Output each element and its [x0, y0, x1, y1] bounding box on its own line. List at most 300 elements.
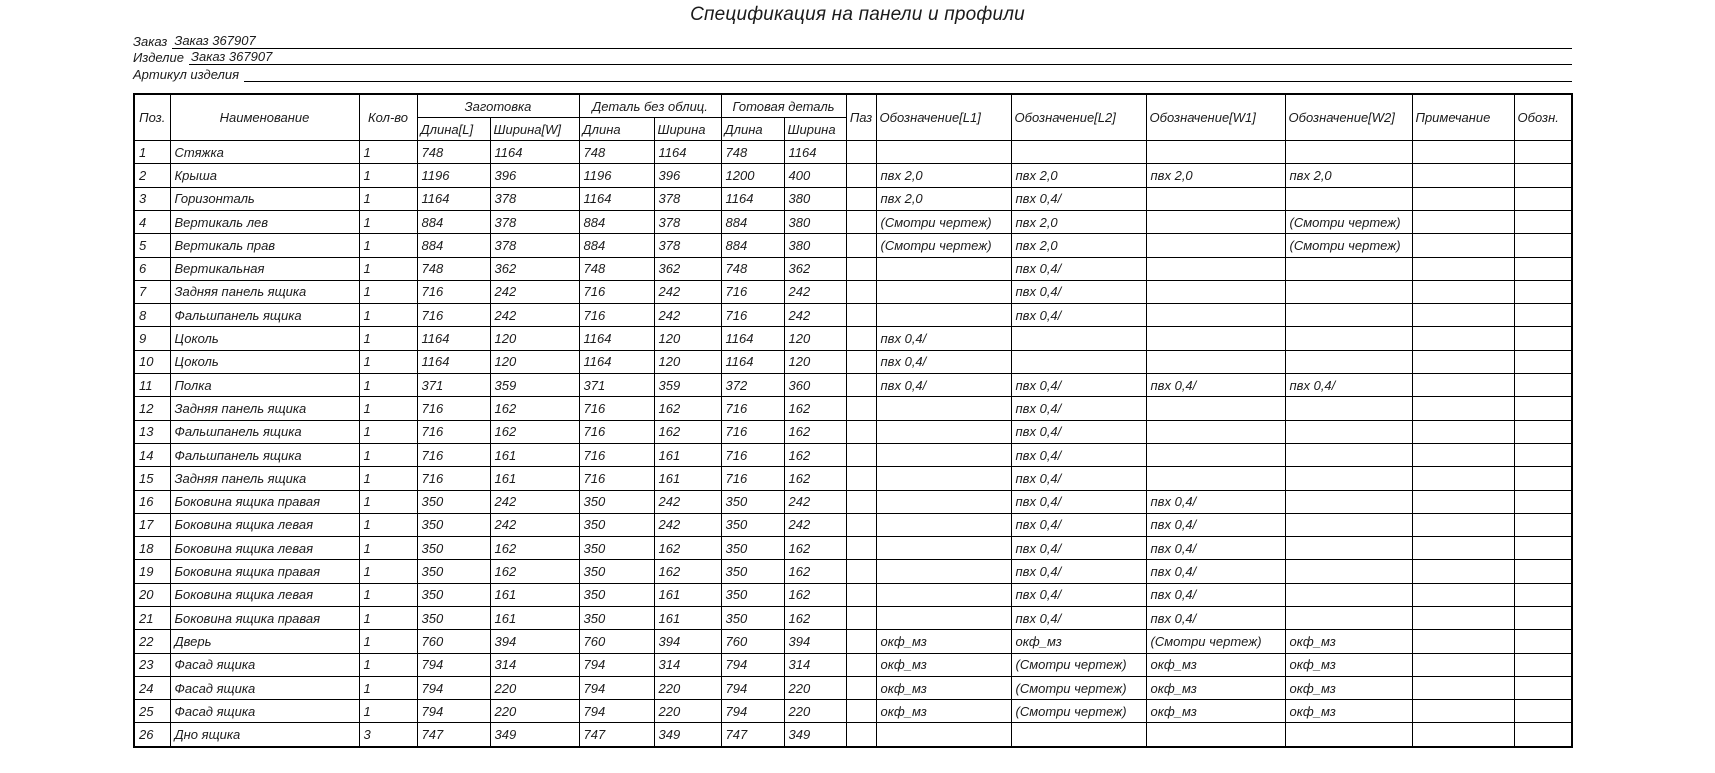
cell-paz — [846, 257, 876, 280]
cell-zag_shirina: 162 — [490, 397, 579, 420]
cell-det_shirina: 378 — [654, 234, 721, 257]
cell-zag_shirina: 242 — [490, 490, 579, 513]
cell-oboz_l2 — [1011, 350, 1146, 373]
cell-det_dlina: 884 — [579, 210, 654, 233]
cell-det_shirina: 162 — [654, 537, 721, 560]
table-row — [134, 141, 1572, 164]
cell-qty: 1 — [359, 513, 417, 536]
cell-det_shirina: 242 — [654, 280, 721, 303]
cell-got_dlina: 716 — [721, 443, 784, 466]
cell-zag_dlina: 716 — [417, 397, 490, 420]
cell-pos: 11 — [134, 374, 170, 397]
cell-pos: 21 — [134, 607, 170, 630]
cell-oboz — [1514, 700, 1572, 723]
table-row — [134, 537, 1572, 560]
cell-got_shirina: 220 — [784, 676, 846, 699]
cell-name: Задняя панель ящика — [170, 467, 359, 490]
cell-det_dlina: 371 — [579, 374, 654, 397]
cell-zag_shirina: 162 — [490, 420, 579, 443]
cell-oboz — [1514, 513, 1572, 536]
cell-oboz_w1 — [1146, 304, 1285, 327]
cell-oboz — [1514, 560, 1572, 583]
cell-pos: 3 — [134, 187, 170, 210]
cell-got_dlina: 794 — [721, 700, 784, 723]
cell-got_shirina: 162 — [784, 560, 846, 583]
cell-oboz — [1514, 397, 1572, 420]
cell-oboz_l1: пвх 0,4/ — [876, 374, 1011, 397]
cell-oboz — [1514, 443, 1572, 466]
cell-name: Фасад ящика — [170, 700, 359, 723]
field-article-value — [244, 81, 1572, 82]
cell-zag_dlina: 350 — [417, 490, 490, 513]
col-header-note: Примечание — [1412, 94, 1514, 141]
cell-zag_shirina: 220 — [490, 700, 579, 723]
cell-oboz — [1514, 607, 1572, 630]
cell-det_shirina: 161 — [654, 443, 721, 466]
cell-oboz_l1 — [876, 513, 1011, 536]
cell-pos: 1 — [134, 141, 170, 164]
cell-oboz_w1: пвх 0,4/ — [1146, 560, 1285, 583]
cell-paz — [846, 723, 876, 747]
cell-zag_dlina: 1164 — [417, 327, 490, 350]
cell-oboz — [1514, 187, 1572, 210]
cell-det_shirina: 362 — [654, 257, 721, 280]
cell-zag_shirina: 162 — [490, 560, 579, 583]
cell-det_dlina: 716 — [579, 443, 654, 466]
cell-name: Боковина ящика правая — [170, 560, 359, 583]
cell-det_dlina: 716 — [579, 467, 654, 490]
field-order — [133, 32, 1572, 49]
cell-got_dlina: 748 — [721, 257, 784, 280]
cell-name: Цоколь — [170, 350, 359, 373]
cell-oboz_w1: пвх 0,4/ — [1146, 607, 1285, 630]
cell-zag_shirina: 161 — [490, 443, 579, 466]
cell-det_shirina: 394 — [654, 630, 721, 653]
cell-oboz_w1 — [1146, 350, 1285, 373]
cell-oboz_w1 — [1146, 443, 1285, 466]
cell-got_dlina: 716 — [721, 304, 784, 327]
cell-note — [1412, 700, 1514, 723]
cell-zag_shirina: 314 — [490, 653, 579, 676]
cell-qty: 1 — [359, 397, 417, 420]
cell-pos: 22 — [134, 630, 170, 653]
cell-oboz_l2: пвх 0,4/ — [1011, 187, 1146, 210]
cell-oboz_l1 — [876, 304, 1011, 327]
cell-oboz — [1514, 630, 1572, 653]
table-row — [134, 327, 1572, 350]
cell-qty: 1 — [359, 141, 417, 164]
cell-got_dlina: 350 — [721, 490, 784, 513]
cell-name: Фальшпанель ящика — [170, 443, 359, 466]
table-row — [134, 164, 1572, 187]
cell-note — [1412, 676, 1514, 699]
cell-oboz_w2 — [1285, 513, 1412, 536]
cell-oboz_w1: пвх 0,4/ — [1146, 490, 1285, 513]
cell-det_shirina: 378 — [654, 187, 721, 210]
cell-got_dlina: 747 — [721, 723, 784, 747]
cell-det_dlina: 716 — [579, 304, 654, 327]
cell-oboz — [1514, 723, 1572, 747]
cell-qty: 1 — [359, 257, 417, 280]
cell-zag_shirina: 396 — [490, 164, 579, 187]
cell-det_dlina: 748 — [579, 141, 654, 164]
cell-oboz_l2: пвх 0,4/ — [1011, 607, 1146, 630]
cell-note — [1412, 490, 1514, 513]
cell-got_shirina: 242 — [784, 490, 846, 513]
cell-oboz — [1514, 280, 1572, 303]
cell-name: Вертикальная — [170, 257, 359, 280]
cell-note — [1412, 234, 1514, 257]
cell-pos: 13 — [134, 420, 170, 443]
cell-zag_dlina: 748 — [417, 141, 490, 164]
cell-zag_dlina: 1164 — [417, 350, 490, 373]
cell-note — [1412, 187, 1514, 210]
cell-det_shirina: 220 — [654, 676, 721, 699]
cell-det_shirina: 120 — [654, 327, 721, 350]
cell-zag_shirina: 162 — [490, 537, 579, 560]
cell-oboz_l1: окф_мз — [876, 676, 1011, 699]
cell-zag_shirina: 220 — [490, 676, 579, 699]
cell-note — [1412, 280, 1514, 303]
cell-oboz_w2 — [1285, 560, 1412, 583]
col-header-part-width: Ширина — [654, 118, 721, 141]
cell-oboz_l1: пвх 2,0 — [876, 187, 1011, 210]
cell-oboz_l2: пвх 0,4/ — [1011, 420, 1146, 443]
cell-paz — [846, 537, 876, 560]
cell-paz — [846, 187, 876, 210]
table-row — [134, 304, 1572, 327]
cell-oboz_w1 — [1146, 257, 1285, 280]
cell-note — [1412, 630, 1514, 653]
cell-oboz — [1514, 234, 1572, 257]
cell-name: Крыша — [170, 164, 359, 187]
cell-name: Дно ящика — [170, 723, 359, 747]
cell-name: Боковина ящика левая — [170, 537, 359, 560]
cell-oboz_w2 — [1285, 537, 1412, 560]
cell-det_dlina: 760 — [579, 630, 654, 653]
cell-oboz — [1514, 676, 1572, 699]
cell-zag_dlina: 760 — [417, 630, 490, 653]
cell-pos: 12 — [134, 397, 170, 420]
cell-det_shirina: 242 — [654, 304, 721, 327]
col-header-part-length: Длина — [579, 118, 654, 141]
cell-oboz_w1 — [1146, 141, 1285, 164]
col-header-pos: Поз. — [134, 94, 170, 141]
cell-paz — [846, 443, 876, 466]
cell-pos: 23 — [134, 653, 170, 676]
table-row — [134, 397, 1572, 420]
col-header-qty: Кол-во — [359, 94, 417, 141]
cell-got_shirina: 394 — [784, 630, 846, 653]
cell-det_dlina: 350 — [579, 537, 654, 560]
cell-note — [1412, 397, 1514, 420]
cell-oboz_w2: пвх 0,4/ — [1285, 374, 1412, 397]
cell-zag_shirina: 242 — [490, 280, 579, 303]
cell-oboz_l2: пвх 0,4/ — [1011, 467, 1146, 490]
cell-oboz_l1 — [876, 257, 1011, 280]
field-article-label: Артикул изделия — [133, 67, 240, 83]
cell-zag_dlina: 794 — [417, 700, 490, 723]
cell-pos: 6 — [134, 257, 170, 280]
col-header-groove: Паз — [846, 94, 876, 141]
cell-zag_dlina: 350 — [417, 537, 490, 560]
cell-oboz_w2 — [1285, 280, 1412, 303]
cell-pos: 4 — [134, 210, 170, 233]
page-title: Спецификация на панели и профили — [690, 4, 1025, 25]
cell-oboz — [1514, 164, 1572, 187]
cell-qty: 1 — [359, 374, 417, 397]
cell-note — [1412, 723, 1514, 747]
col-header-name: Наименование — [170, 94, 359, 141]
cell-oboz_l1 — [876, 397, 1011, 420]
cell-qty: 1 — [359, 350, 417, 373]
cell-paz — [846, 327, 876, 350]
cell-det_dlina: 716 — [579, 420, 654, 443]
cell-det_shirina: 220 — [654, 700, 721, 723]
cell-oboz_w1 — [1146, 187, 1285, 210]
cell-got_shirina: 360 — [784, 374, 846, 397]
cell-pos: 25 — [134, 700, 170, 723]
cell-note — [1412, 537, 1514, 560]
cell-oboz_l1 — [876, 723, 1011, 747]
cell-zag_dlina: 794 — [417, 653, 490, 676]
cell-oboz — [1514, 257, 1572, 280]
table-row — [134, 700, 1572, 723]
cell-name: Фасад ящика — [170, 676, 359, 699]
cell-zag_dlina: 747 — [417, 723, 490, 747]
table-header — [134, 94, 1572, 141]
table-row — [134, 234, 1572, 257]
table-row — [134, 187, 1572, 210]
cell-oboz_l2: (Смотри чертеж) — [1011, 676, 1146, 699]
col-header-designation-w2: Обозначение[W2] — [1285, 94, 1412, 141]
cell-oboz_w2: окф_мз — [1285, 700, 1412, 723]
cell-det_shirina: 161 — [654, 607, 721, 630]
cell-got_dlina: 716 — [721, 420, 784, 443]
cell-got_shirina: 380 — [784, 234, 846, 257]
col-header-finished-width: Ширина — [784, 118, 846, 141]
cell-zag_shirina: 242 — [490, 304, 579, 327]
cell-oboz_w2 — [1285, 327, 1412, 350]
cell-det_shirina: 359 — [654, 374, 721, 397]
cell-pos: 5 — [134, 234, 170, 257]
cell-paz — [846, 420, 876, 443]
cell-qty: 1 — [359, 583, 417, 606]
group-header-blank: Заготовка — [417, 94, 579, 118]
cell-paz — [846, 630, 876, 653]
cell-pos: 8 — [134, 304, 170, 327]
cell-got_dlina: 350 — [721, 513, 784, 536]
cell-note — [1412, 420, 1514, 443]
cell-got_dlina: 794 — [721, 653, 784, 676]
cell-qty: 1 — [359, 560, 417, 583]
cell-det_dlina: 794 — [579, 700, 654, 723]
cell-got_dlina: 716 — [721, 397, 784, 420]
cell-oboz_w1: (Смотри чертеж) — [1146, 630, 1285, 653]
cell-got_shirina: 120 — [784, 350, 846, 373]
cell-zag_dlina: 716 — [417, 280, 490, 303]
cell-got_dlina: 350 — [721, 607, 784, 630]
cell-oboz — [1514, 653, 1572, 676]
cell-oboz_l1 — [876, 560, 1011, 583]
cell-paz — [846, 653, 876, 676]
cell-paz — [846, 397, 876, 420]
cell-qty: 1 — [359, 210, 417, 233]
cell-got_shirina: 162 — [784, 583, 846, 606]
cell-det_shirina: 1164 — [654, 141, 721, 164]
cell-paz — [846, 513, 876, 536]
cell-paz — [846, 141, 876, 164]
cell-zag_dlina: 350 — [417, 513, 490, 536]
cell-oboz_l1: пвх 2,0 — [876, 164, 1011, 187]
cell-oboz_w2 — [1285, 467, 1412, 490]
cell-zag_shirina: 394 — [490, 630, 579, 653]
cell-zag_dlina: 350 — [417, 607, 490, 630]
table-row — [134, 443, 1572, 466]
cell-got_dlina: 350 — [721, 583, 784, 606]
cell-got_dlina: 748 — [721, 141, 784, 164]
cell-det_shirina: 242 — [654, 490, 721, 513]
cell-paz — [846, 304, 876, 327]
table-row — [134, 653, 1572, 676]
cell-name: Полка — [170, 374, 359, 397]
cell-zag_dlina: 716 — [417, 443, 490, 466]
cell-det_shirina: 242 — [654, 513, 721, 536]
table-row — [134, 513, 1572, 536]
cell-note — [1412, 653, 1514, 676]
cell-oboz_l2: пвх 0,4/ — [1011, 443, 1146, 466]
cell-oboz — [1514, 537, 1572, 560]
table-row — [134, 210, 1572, 233]
cell-got_shirina: 162 — [784, 537, 846, 560]
cell-paz — [846, 164, 876, 187]
cell-oboz_l1: окф_мз — [876, 630, 1011, 653]
cell-oboz — [1514, 210, 1572, 233]
cell-zag_dlina: 350 — [417, 560, 490, 583]
cell-det_dlina: 747 — [579, 723, 654, 747]
cell-got_dlina: 1164 — [721, 350, 784, 373]
cell-oboz_w1: пвх 0,4/ — [1146, 537, 1285, 560]
cell-note — [1412, 164, 1514, 187]
cell-got_shirina: 242 — [784, 513, 846, 536]
cell-got_dlina: 884 — [721, 210, 784, 233]
cell-oboz_l1 — [876, 490, 1011, 513]
cell-paz — [846, 560, 876, 583]
field-product-value: Заказ 367907 — [189, 49, 1572, 65]
cell-oboz_w2 — [1285, 443, 1412, 466]
cell-oboz_l1 — [876, 141, 1011, 164]
cell-zag_dlina: 1164 — [417, 187, 490, 210]
cell-got_shirina: 162 — [784, 420, 846, 443]
cell-got_dlina: 794 — [721, 676, 784, 699]
cell-got_dlina: 372 — [721, 374, 784, 397]
cell-oboz_w1 — [1146, 467, 1285, 490]
cell-qty: 1 — [359, 443, 417, 466]
cell-got_shirina: 380 — [784, 187, 846, 210]
cell-qty: 1 — [359, 420, 417, 443]
cell-det_dlina: 716 — [579, 280, 654, 303]
cell-zag_dlina: 748 — [417, 257, 490, 280]
cell-oboz_l1: пвх 0,4/ — [876, 350, 1011, 373]
cell-zag_shirina: 161 — [490, 467, 579, 490]
cell-oboz — [1514, 374, 1572, 397]
field-article — [133, 65, 1572, 82]
field-order-value: Заказ 367907 — [172, 33, 1572, 49]
cell-got_shirina: 162 — [784, 443, 846, 466]
cell-qty: 1 — [359, 234, 417, 257]
cell-oboz — [1514, 490, 1572, 513]
cell-note — [1412, 583, 1514, 606]
cell-oboz_l1 — [876, 537, 1011, 560]
cell-zag_shirina: 120 — [490, 350, 579, 373]
cell-qty: 3 — [359, 723, 417, 747]
cell-det_dlina: 794 — [579, 676, 654, 699]
cell-paz — [846, 467, 876, 490]
table-row — [134, 676, 1572, 699]
cell-pos: 20 — [134, 583, 170, 606]
field-product — [133, 49, 1572, 66]
cell-oboz_l2: пвх 0,4/ — [1011, 490, 1146, 513]
cell-oboz_w2 — [1285, 141, 1412, 164]
cell-zag_shirina: 120 — [490, 327, 579, 350]
cell-oboz_w2 — [1285, 723, 1412, 747]
cell-oboz_l1 — [876, 280, 1011, 303]
cell-oboz_w2 — [1285, 187, 1412, 210]
cell-note — [1412, 513, 1514, 536]
cell-det_dlina: 1164 — [579, 350, 654, 373]
cell-note — [1412, 607, 1514, 630]
cell-got_dlina: 760 — [721, 630, 784, 653]
cell-zag_shirina: 378 — [490, 234, 579, 257]
table-row — [134, 490, 1572, 513]
cell-oboz_w2 — [1285, 397, 1412, 420]
group-header-finished-part: Готовая деталь — [721, 94, 846, 118]
cell-qty: 1 — [359, 304, 417, 327]
cell-zag_shirina: 359 — [490, 374, 579, 397]
cell-oboz_l2 — [1011, 723, 1146, 747]
cell-got_dlina: 350 — [721, 537, 784, 560]
cell-pos: 15 — [134, 467, 170, 490]
group-header-part-no-facing: Деталь без облиц. — [579, 94, 721, 118]
cell-qty: 1 — [359, 700, 417, 723]
cell-det_shirina: 396 — [654, 164, 721, 187]
cell-det_dlina: 1164 — [579, 187, 654, 210]
cell-zag_dlina: 716 — [417, 467, 490, 490]
cell-got_shirina: 162 — [784, 467, 846, 490]
cell-zag_dlina: 716 — [417, 304, 490, 327]
cell-got_shirina: 1164 — [784, 141, 846, 164]
cell-name: Дверь — [170, 630, 359, 653]
cell-oboz_w1 — [1146, 723, 1285, 747]
cell-oboz_w2: (Смотри чертеж) — [1285, 210, 1412, 233]
cell-got_shirina: 242 — [784, 280, 846, 303]
cell-got_shirina: 380 — [784, 210, 846, 233]
cell-det_shirina: 162 — [654, 560, 721, 583]
cell-oboz_w1 — [1146, 234, 1285, 257]
cell-pos: 7 — [134, 280, 170, 303]
cell-oboz_l2 — [1011, 327, 1146, 350]
cell-zag_shirina: 161 — [490, 607, 579, 630]
cell-oboz_l2: пвх 0,4/ — [1011, 537, 1146, 560]
cell-pos: 18 — [134, 537, 170, 560]
cell-det_shirina: 120 — [654, 350, 721, 373]
cell-oboz_w2 — [1285, 420, 1412, 443]
col-header-blank-width: Ширина[W] — [490, 118, 579, 141]
cell-oboz_w2 — [1285, 607, 1412, 630]
col-header-designation-short: Обозн. — [1514, 94, 1572, 141]
field-product-label: Изделие — [133, 50, 184, 66]
cell-det_dlina: 716 — [579, 397, 654, 420]
